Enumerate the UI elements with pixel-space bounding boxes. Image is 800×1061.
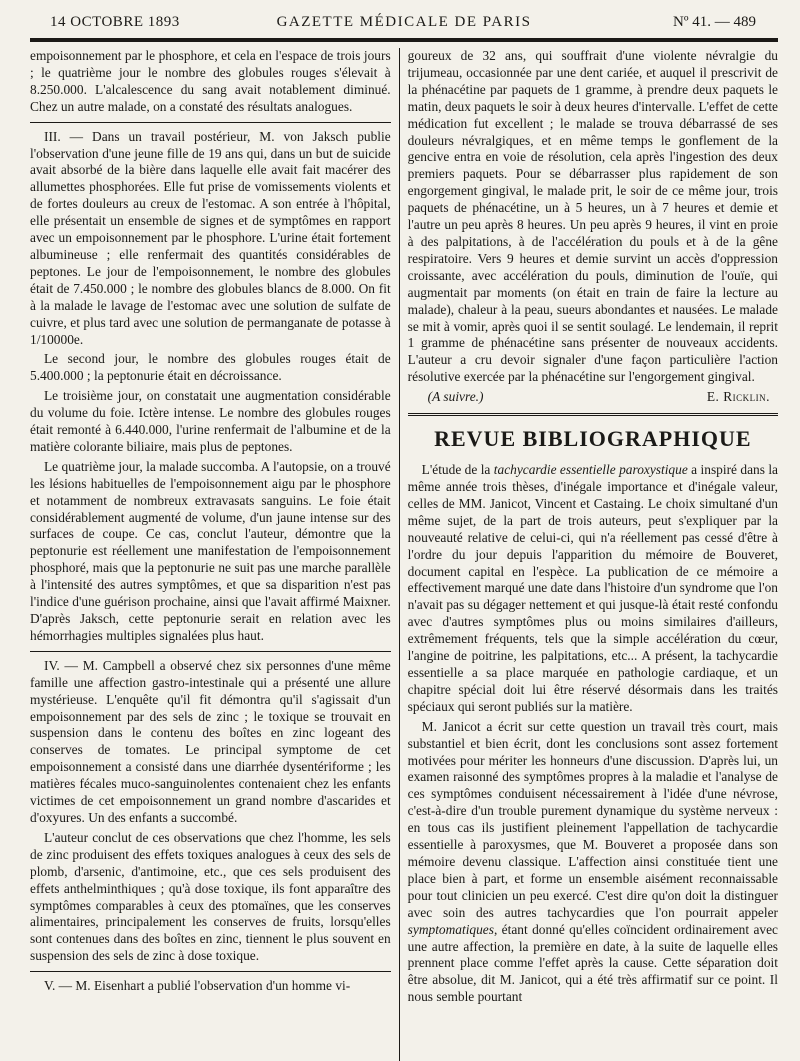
issue-date: 14 OCTOBRE 1893 xyxy=(50,14,180,30)
author-name: E. Ricklin. xyxy=(706,389,770,405)
paragraph: Le second jour, le nombre des globules rouges était de 5.400.000 ; la peptonurie était en décroissance. xyxy=(30,351,391,384)
paragraph-divider xyxy=(30,122,391,123)
text-run: M. Janicot a écrit sur cette question un travail très court, mais substantiel et bien écrit, dont les conclusions sont assez fortement motivées pour mériter les honneurs d'une discussion. D'après lui, un examen raisonné des symptômes propres à la maladie et l'analyse de ces symptômes conduisent nécessairement à l'idée d'une névrose, c'est-à-dire d'un trouble purement dynamique du système nerveux : en tous cas ils justifient pleinement l'appellation de tachycardie essentielle à paroxysmes, que M. Bouveret a proposée dans son mémoire devenu classique. L'affection ainsi constituée tient une place bien à part, et forme un ensemble aisément reconnaissable pour tout clinicien un peu exercé. C'est dire qu'on doit la distinguer avec soin des autres tachycardies que l'on pourrait appeler xyxy=(407,718,778,920)
to-be-continued: (A suivre.) xyxy=(427,389,484,405)
article-signature xyxy=(428,389,770,405)
text-columns xyxy=(30,48,778,1061)
paragraph xyxy=(408,719,778,1006)
section-title: REVUE BIBLIOGRAPHIQUE xyxy=(434,426,752,452)
header-rule xyxy=(30,38,778,42)
paragraph-divider xyxy=(30,971,391,972)
text-run: L'étude de la xyxy=(421,462,494,478)
text-run: a inspiré dans la même année trois thèses, d'inégale importance et d'inégale valeur, celles de MM. Janicot, Vincent et Castaing. Le choix simultané d'un même sujet, de la part de trois auteurs, peut s'expliquer par la nouveauté relative de celui-ci, qui n'a réellement pas cessé d'être à l'ordre du jour depuis l'apparition du mémoire de Bouveret, document capital en l'espèce. La publication de ce mémoire a effectivement marqué une date dans l'histoire d'un syndrome que l'on n'avait pas su dégager nettement et qui jusque-là était resté confondu avec d'autres symptômes plus ou moins similaires d'ailleurs, extrêmement fréquents, tels que la simple accélération du cœur, l'angine de poitrine, les palpitations, etc... A présent, la tachycardie essentielle a sa place marquée en pathologie cardiaque, et un chapitre spécial doit lui être réservé désormais dans les traités spéciaux qui seront publiés sur la matière. xyxy=(407,462,778,714)
issue-number: Nº 41. — 489 xyxy=(673,14,756,30)
paragraph: Le troisième jour, on constatait une augmentation considérable du volume du foie. Ictère intense. Le nombre des globules rouges était remonté à 6.440.000, l'urine renfermait de l'albumine et de la matière colorante biliaire, mais plus de peptones. xyxy=(30,388,391,454)
text-run-italic: tachycardie essentielle paroxystique xyxy=(493,462,688,478)
paragraph: IV. — M. Campbell a observé chez six personnes d'une même famille une affection gastro-intestinale qui a présenté une allure mystérieuse. L'enquête qu'il fit démontra qu'il s'agissait d'un empoisonnement par des sels de zinc ; le toxique se trouvait en suspension dans le contenu des boîtes en zinc logeant des conserves de tomates. Le principal symptome de cet empoisonnement a consisté dans une diarrhée dysentériforme ; les matières fécales muco-sanguinolentes contenaient chez les enfants victimes de cet empoisonnement un grand nombre d'ascarides et d'oxyures. Un des enfants a succombé. xyxy=(30,657,391,825)
text-run-italic: symptomatiques xyxy=(407,921,494,937)
left-column xyxy=(30,48,399,1061)
paragraph: Le quatrième jour, la malade succomba. A l'autopsie, on a trouvé les lésions habituelles de l'empoisonnement aigu par le phosphore et notamment de nombreux extravasats sanguins. Le foie était considérablement augmenté de volume, d'un jaune intense sur des surfaces de coupe. Ce cas, conclut l'auteur, démontre que la peptonurie est réellement une manifestation de l'empoisonnement phosphoré, mais que la peptonurie ne suit pas une marche parallèle à l'intensité des autres symptômes, et que sa disparition n'est pas l'indice d'une guérison prochaine, ainsi que l'avait affirmé Maixner. D'après Jaksch, cette peptonurie serait en relation avec les hémorrhagies multiples signalées plus haut. xyxy=(30,458,391,643)
paragraph xyxy=(408,462,778,716)
text-run: , étant donné qu'elles coïncident ordinairement avec une autre affection, la première en date, à la suite de laquelle elles prennent place comme l'effet après la cause. Cette séparation doit être absolue, dit M. Janicot, qui a été très affirmatif sur ce point. Il nous semble pourtant xyxy=(407,921,778,1005)
paragraph-divider xyxy=(30,651,391,652)
paragraph: goureux de 32 ans, qui souffrait d'une violente névralgie du trijumeau, occasionnée par une dent cariée, et auquel il prescrivit de la phénacétine par paquets de 1 gramme, à prendre deux paquets le matin, deux paquets le soir à deux heures d'intervalle. L'effet de cette médication fut excellent ; le malade se trouva débarrassé de ses douleurs névralgiques, et en même temps le gonflement de la gencive entra en voie de résolution, cela après l'ingestion des deux premiers paquets. Pour se débarrasser plus rapidement de son engorgement gingival, le malade prit, le soir de ce même jour, trois paquets de phénacétine, un à 5 heures, un à 7 heures et demie et l'autre un peu après 8 heures. Un peu après 9 heures, il vint en proie à des palpitations, à de l'accélération du pouls et à de la gêne respiratoire. Vers 9 heures et demie survint un accès d'oppression croissante, avec accélération du pouls, diminution de l'ouïe, qui augmentait par moments (on était en train de faire la lecture au malade), chaleur à la peau, sueurs abondantes et nausées. Le malade se mit à vomir, après quoi il se sentit soulagé. Le lendemain, il reprit 1 gramme de phénacétine sans présenter de nouveaux accidents. L'auteur a cru devoir signaler d'une façon particulière l'action résolutive exercée par la phénacétine sur l'engorgement gingival. xyxy=(407,48,778,385)
journal-title: GAZETTE MÉDICALE DE PARIS xyxy=(276,14,532,30)
section-rule xyxy=(408,413,778,416)
paragraph: V. — M. Eisenhart a publié l'observation d'un homme vi- xyxy=(44,978,351,994)
page-header xyxy=(30,0,778,38)
paragraph: III. — Dans un travail postérieur, M. von Jaksch publie l'observation d'une jeune fille de 19 ans qui, dans un but de suicide avait absorbé de la bière dans laquelle elle avait fait macérer des allumettes phosphorées. Elle fut prise de vomissements violents et de fortes douleurs au creux de l'estomac. A son entrée à l'hôpital, elle présentait un ensemble de signes et de symptômes en rapport avec un empoisonnement par le phosphore. L'urine était fortement albumineuse ; elle renfermait des quantités considérables de peptones. Le jour de l'empoisonnement, le nombre des globules était de 7.450.000 ; le nombre des globules blancs de 8.000. On fit à la malade le lavage de l'estomac avec une solution de sulfate de cuivre, et plus tard avec une solution de permanganate de potasse à 1/10000e. xyxy=(30,128,391,347)
paragraph: L'auteur conclut de ces observations que chez l'homme, les sels de zinc produisent des effets toxiques analogues à ceux des sels de plomb, d'arsenic, d'antimoine, etc., que ces sels produisent des effets anthelminthiques ; qu'à dose toxique, ils font apparaître des symptômes comparables à ceux des ptomaïnes, que les conserves alimentaires, principalement les conserves de fruits, lorsqu'elles sont contenues dans des boîtes en zinc, tiennent le plus souvent en suspension des sels de zinc à dose toxique. xyxy=(30,829,391,964)
right-column xyxy=(399,48,778,1061)
paragraph: empoisonnement par le phosphore, et cela en l'espace de trois jours ; le quatrième jour le nombre des globules rouges s'élevait à 8.250.000. L'alcalescence du sang avait notablement diminué. Chez un autre malade, on a constaté des résultats analogues. xyxy=(30,48,391,114)
